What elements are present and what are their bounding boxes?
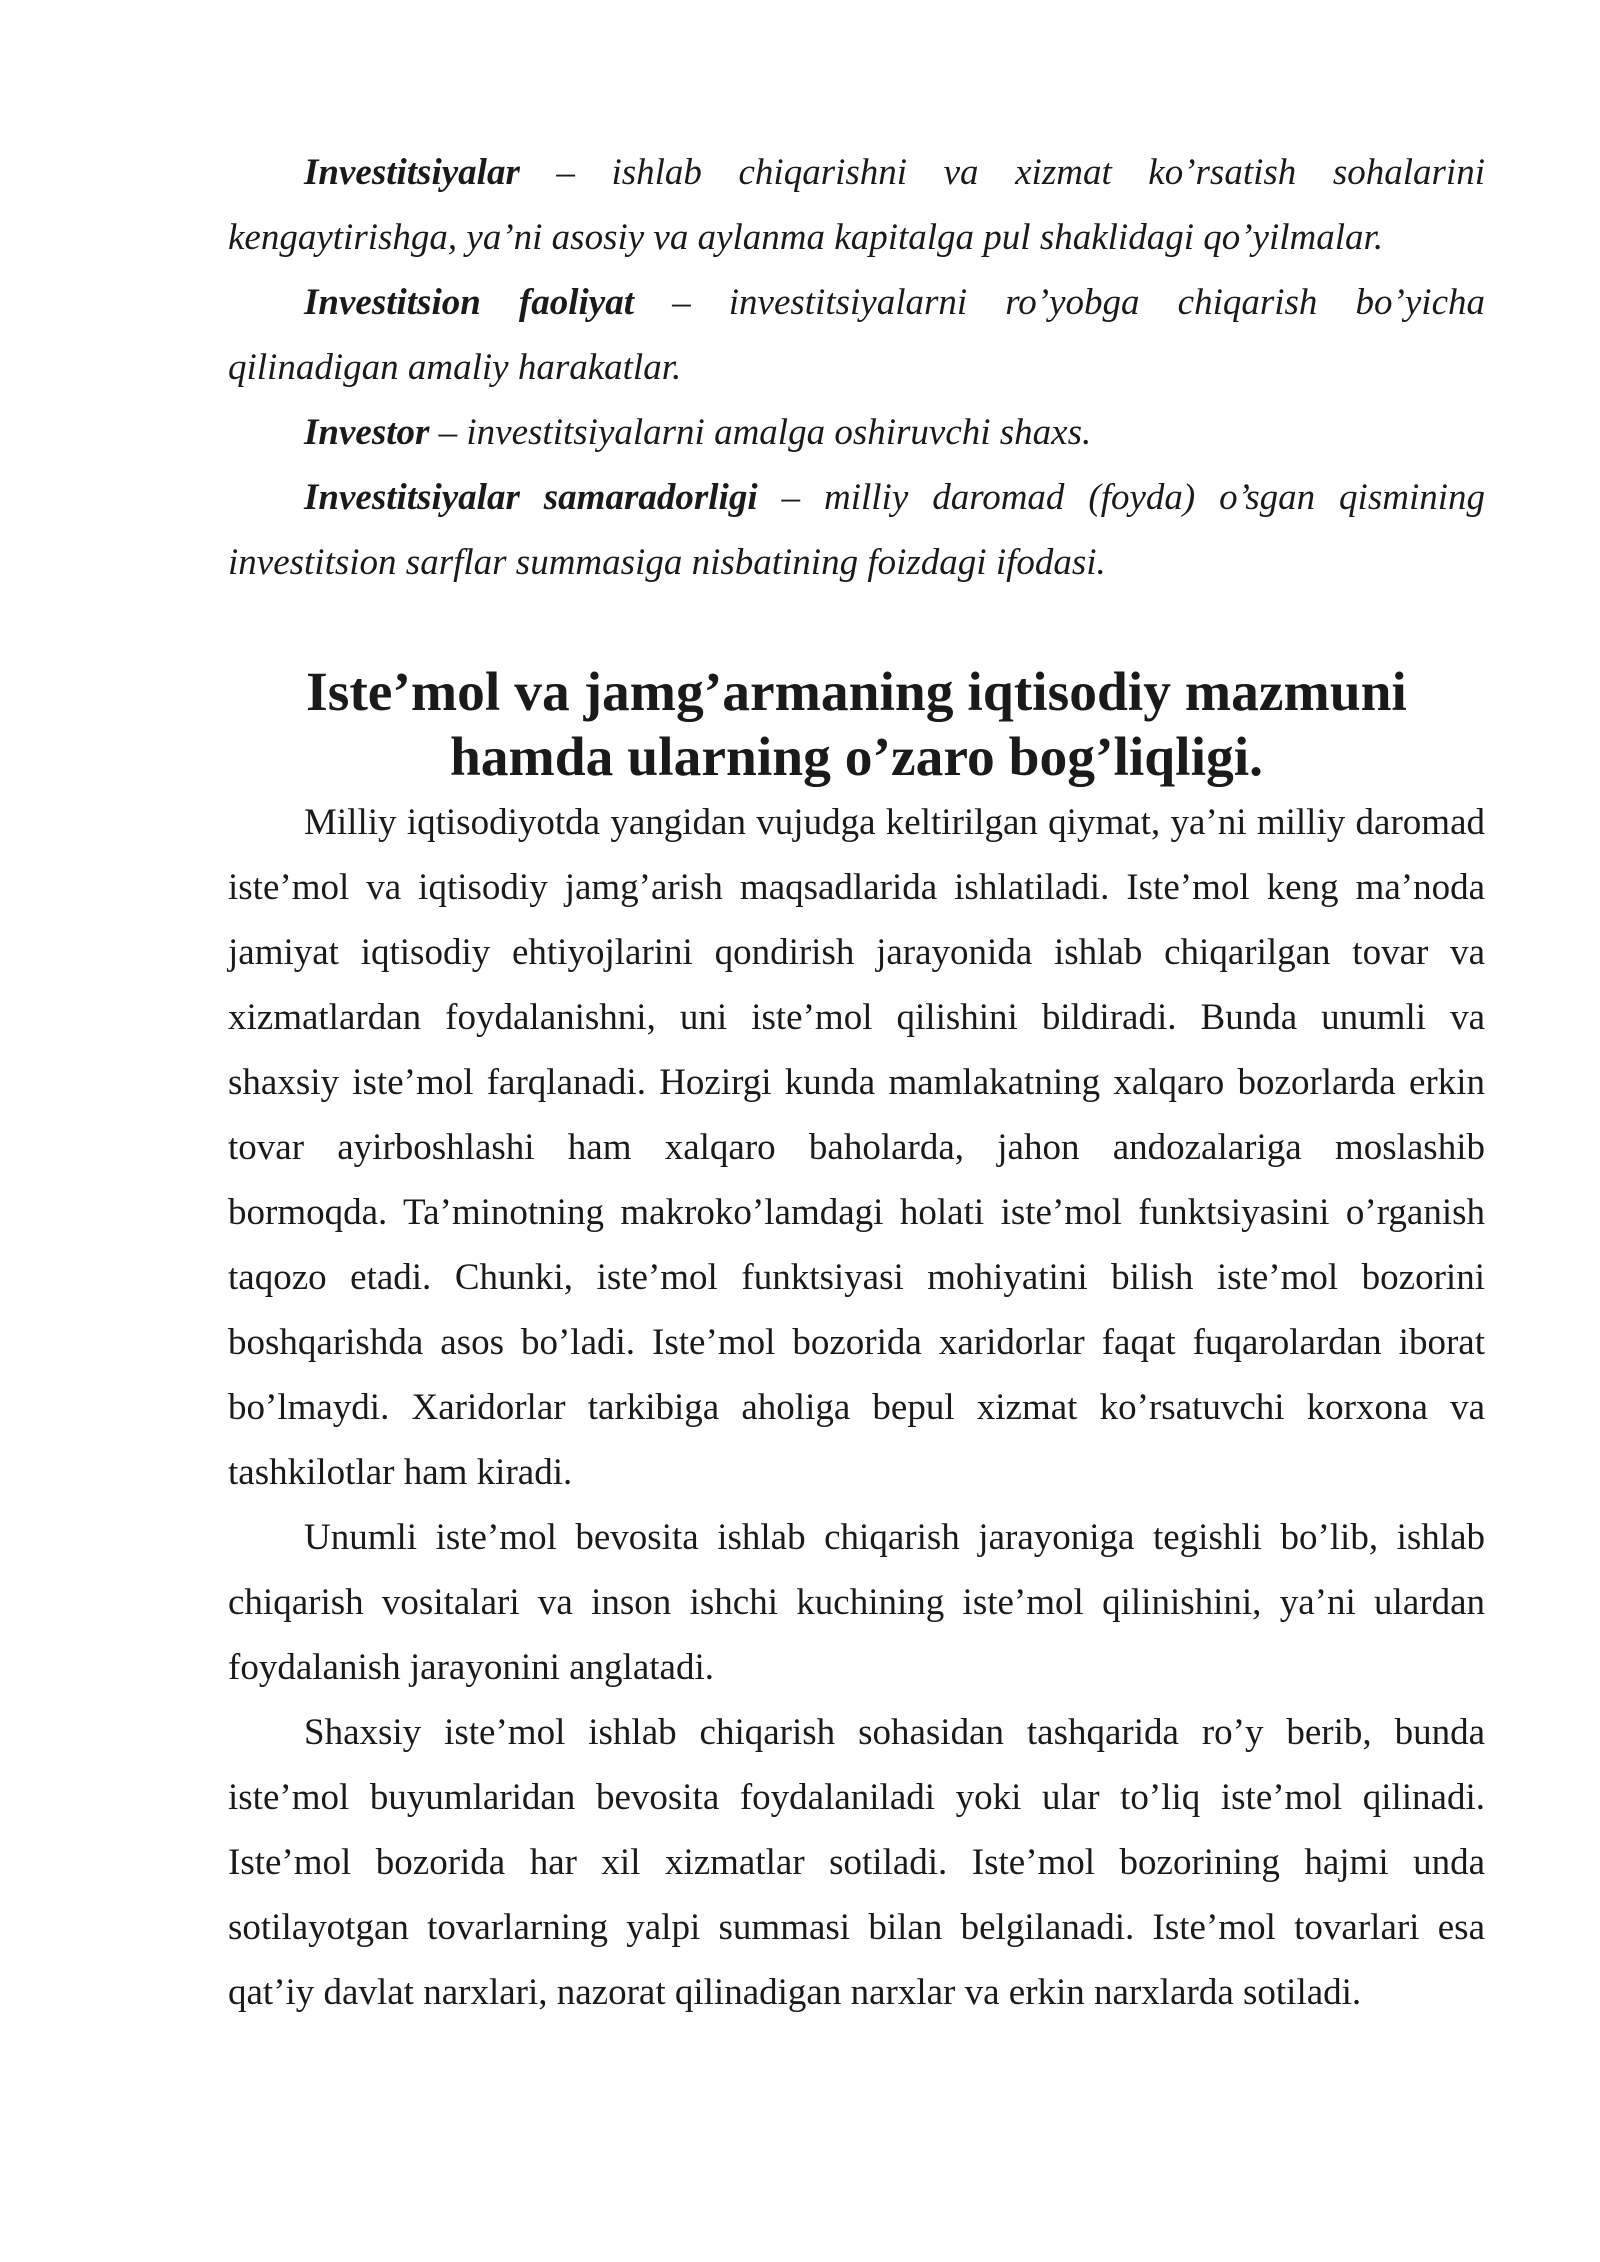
definition-investitsion-faoliyat — [228, 270, 1485, 400]
definition-investor — [228, 400, 1485, 465]
body-paragraph-1: Milliy iqtisodiyotda yangidan vujudga keltirilgan qiymat, ya’ni milliy daromad iste’mol va iqtisodiy jamg’arish maqsadlarida ishlatiladi. Iste’mol keng ma’noda jamiyat iqtisodiy ehtiyojlarini qondirish jarayonida ishlab chiqarilgan tovar va xizmatlardan foydalanishni, uni iste’mol qilishini bildiradi. Bunda unumli va shaxsiy iste’mol farqlanadi. Hozirgi kunda mamlakatning xalqaro bozorlarda erkin tovar ayirboshlashi ham xalqaro baholarda, jahon andozalariga moslashib bormoqda. Ta’minotning makroko’lamdagi holati iste’mol funktsiyasini o’rganish taqozo etadi. Chunki, iste’mol funktsiyasi mohiyatini bilish iste’mol bozorini boshqarishda asos bo’ladi. Iste’mol bozorida xaridorlar faqat fuqarolardan iborat bo’lmaydi. Xaridorlar tarkibiga aholiga bepul xizmat ko’rsatuvchi korxona va tashkilotlar ham kiradi. — [228, 802, 1485, 1493]
section-heading: Iste’mol va jamg’armaning iqtisodiy mazmuni hamda ularning o’zaro bog’liqligi. — [306, 662, 1407, 788]
body-paragraph-2: Unumli iste’mol bevosita ishlab chiqarish jarayoniga tegishli bo’lib, ishlab chiqarish vositalari va inson ishchi kuchining iste’mol qilinishini, ya’ni ulardan foydalanish jarayonini anglatadi. — [228, 1517, 1485, 1688]
body-paragraph-3: Shaxsiy iste’mol ishlab chiqarish sohasidan tashqarida ro’y berib, bunda iste’mol buyumlaridan bevosita foydalaniladi yoki ular to’liq iste’mol qilinadi. Iste’mol bozorida har xil xizmatlar sotiladi. Iste’mol bozorining hajmi unda sotilayotgan tovarlarning yalpi summasi bilan belgilanadi. Iste’mol tovarlari esa qat’iy davlat narxlari, nazorat qilinadigan narxlar va erkin narxlarda sotiladi. — [228, 1712, 1485, 2013]
definition-text: – investitsiyalarni ro’yobga chiqarish bo’yicha qilinadigan amaliy harakatlar. — [228, 282, 1485, 388]
definition-text: – ishlab chiqarishni va xizmat ko’rsatish sohalarini kengaytirishga, ya’ni asosiy va aylanma kapitalga pul shaklidagi qo’yilmalar. — [228, 152, 1485, 258]
definition-term: Investitsiyalar samaradorligi — [304, 477, 758, 518]
definition-term: Investitsiyalar — [304, 152, 520, 193]
definition-term: Investor — [304, 412, 430, 453]
definition-samaradorlik — [228, 465, 1485, 595]
definition-term: Investitsion faoliyat — [304, 282, 635, 323]
definition-text: – milliy daromad (foyda) o’sgan qismining investitsion sarflar summasiga nisbatining foizdagi ifodasi. — [228, 477, 1486, 583]
definition-text: – investitsiyalarni amalga oshiruvchi shaxs. — [429, 412, 1092, 453]
definition-investitsiyalar — [228, 140, 1485, 270]
document-page — [228, 140, 1485, 2025]
